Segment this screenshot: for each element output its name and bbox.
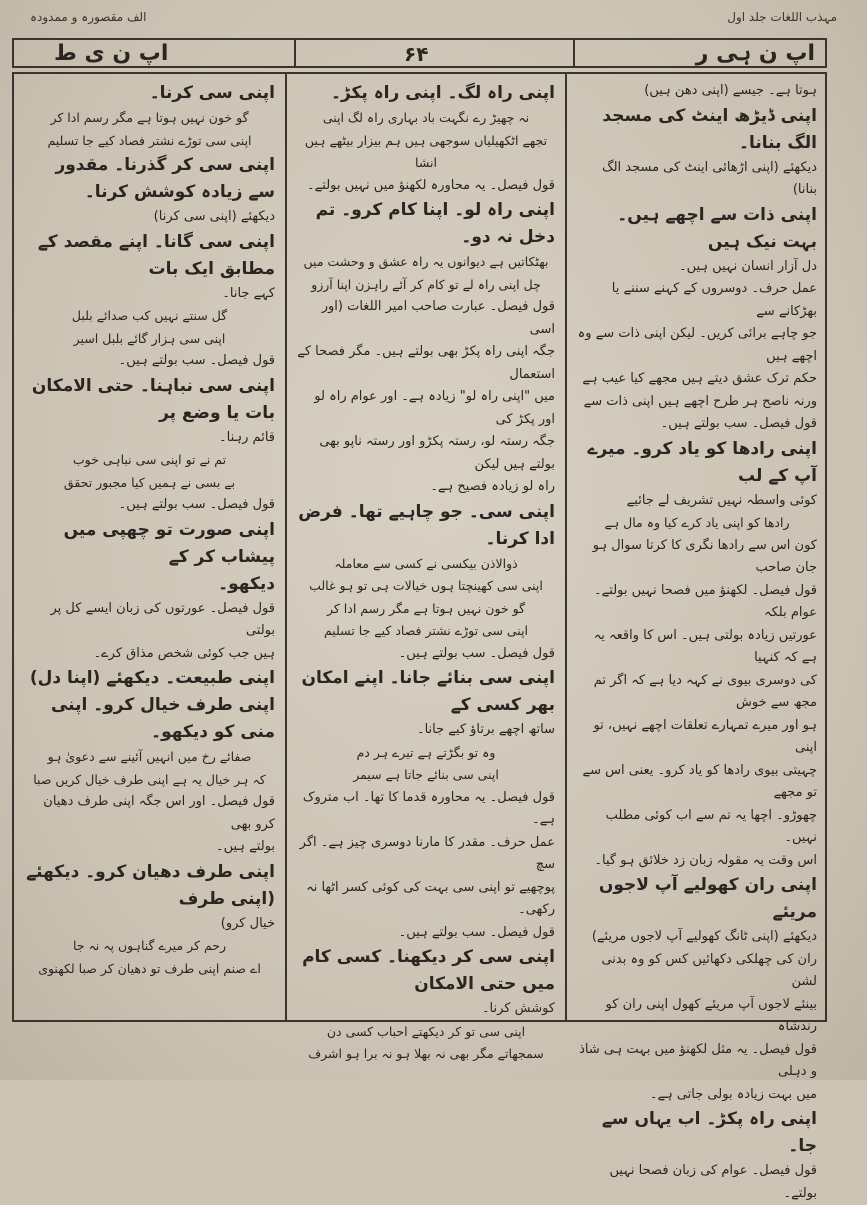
text-line: قول فیصل۔ یہ محاورہ لکھنؤ میں نہیں بولتے۔ [307,177,555,193]
column-rule-left [285,74,287,1020]
verse-line: تجھے اٹکھیلیاں سوجھی ہیں ہم بیزار بیٹھے ہیں انشا [304,132,548,170]
text-line: میں "اپنی راہ لو" زیادہ ہے۔ اور عوام راہ لو اور پکڑ کی [314,389,555,427]
text-line: قول فیصل۔ یہ مثل لکھنؤ میں بہت ہی شاذ و دہلی [579,1041,817,1079]
text-line: ورنہ ناصح ہر طرح اچھے ہیں اپنی ذات سے [583,393,817,409]
text-line: قول فیصل۔ اور اس جگہ اپنی طرف دھیان کرو بھی [43,794,275,832]
text-line: قول فیصل۔ سب بولتے ہیں۔ [118,497,275,512]
text-line: قول فیصل۔ یہ محاورہ قدما کا تھا۔ اب متروک ہے۔ [302,789,555,827]
verse-line: بھٹکاتیں ہے دیوانوں یہ راہ عشق و وحشت میں [303,254,549,269]
verse-line: گو خون نہیں ہوتا ہے مگر رسم ادا کر [50,110,249,125]
text-line: اس وقت یہ مقولہ زبان زد خلائق ہو گیا۔ [594,852,817,868]
verse-line: چل اپنی راہ لے تو کام کر آئے راہزن اپنا آرزو [311,276,541,292]
page-header [12,38,827,68]
text-line: قول فیصل۔ عوام کی زبان فصحا نہیں بولتے۔ [609,1163,817,1201]
verse-line: کہ ہر خیال یہ ہے اپنی طرف خیال کریں صبا [33,771,266,787]
text-line: قول فیصل۔ لکھنؤ میں فصحا نہیں بولتے۔ عوام بلکہ [594,582,817,620]
text-line: حکم ترک عشق دیتے ہیں مجھے کیا عیب ہے [582,371,817,386]
column-left [16,80,283,1014]
entry-headword: اپنی رادھا کو یاد کرو۔ میرے آپ کے لب [587,438,817,486]
column-right [569,80,825,1201]
page-number: ۶۴ [404,42,429,66]
text-line: چھوڑو۔ اچھا یہ تم سے اب کوئی مطلب نہیں۔ [605,807,817,845]
entry-headword: اپنی سی کر دیکھنا۔ کسی کام میں حتی الامکان [302,947,555,994]
entry-headword: اپنی ذات سے اچھے ہیں۔ بہت نیک ہیں [617,204,817,252]
entry-headword: اپنی ران کھولیے آپ لاجوں مریئے [598,875,817,922]
running-head-book-title: مہذب اللغات جلد اول [727,10,837,24]
text-line: عورتیں زیادہ بولتی ہیں۔ اس کا واقعہ یہ ہے کہ کنہیا [593,627,817,665]
verse-line: نہ چھیڑ رے نگہت باد بہاری راہ لگ اپنی [322,110,530,125]
verse-line: بے بسی نے ہمیں کیا مجبور تحقق [63,474,236,490]
text-line: دیکھئے (اپنی اڑھائی اینٹ کی مسجد الگ بنانا) [601,159,817,197]
column-rule-right [565,74,567,1020]
entry-headword: اپنی طرف دھیان کرو۔ دیکھئے (اپنی طرف [26,861,275,909]
text-line: قول فیصل۔ سب بولتے ہیں۔ [118,353,275,368]
text-line: خیال کرو) [220,915,275,931]
verse-line: اپنی سی کھینچتا ہوں خیالات ہی تو ہو غالب [309,578,543,593]
text-line: کی دوسری بیوی نے کہہ دیا ہے کہ اگر تم مجھ سے خوش [593,672,817,710]
text-line: قول فیصل۔ عورتوں کی زبان ایسے کل پر بولتی [50,600,275,638]
verse-line: وہ تو بگڑتے ہے تیرے ہر دم [356,744,496,760]
verse-line: اپنی سی بنائے جاتا ہے سیمر [353,767,499,782]
entry-headword: اپنی سی کر گذرنا۔ مقدور سے زیادہ کوشش کرنا۔ [55,155,275,202]
text-line: چہیتی بیوی رادھا کو یاد کرو۔ یعنی اس سے تو مجھے [582,762,817,800]
text-line: قول فیصل۔ سب بولتے ہیں۔ [398,645,555,661]
columns-frame [12,72,827,1201]
entry-headword: اپنی طبیعت۔ دیکھئے (اپنا دل) [29,668,275,688]
verse-line: اپنی سی توڑے نشتر فصاد کیے جا تسلیم [47,132,252,148]
entry-headword: اپنی راہ لگ۔ اپنی راہ پکڑ۔ [331,83,555,103]
verse-line: تم نے تو اپنی سی نباہی خوب [72,452,227,467]
entry-headword: اپنی ڈیڑھ اینٹ کی مسجد الگ بنانا۔ [602,105,817,153]
text-line: دیکھئے (اپنی ٹانگ کھولیے آپ لاجوں مریئے) [591,929,817,944]
verse-line: اپنی سی ہزار گائے بلبل اسیر [73,330,226,346]
text-line: بینئے لاجوں آپ مریئے کھول اپنی ران کو رندشاہ [605,996,817,1034]
text-line: ہو اور میرے تمہارے تعلقات اچھے نہیں، تو اپنی [593,717,817,755]
text-line: میں بہت زیادہ بولی جاتی ہے۔ [649,1086,817,1102]
verse-line: گل سنتے نہیں کب صدائے بلبل [71,308,228,323]
verse-line: رحم کر میرے گناہوں پہ نہ جا [72,938,227,953]
text-line: دیکھئے (اپنی سی کرنا) [153,209,275,224]
entry-headword: اپنی سی گانا۔ اپنے مقصد کے مطابق ایک بات [37,231,275,279]
text-line: عمل حرف۔ مقدر کا مارنا دوسری چیز ہے۔ اگر سچ [299,834,555,872]
text-line: جگہ اپنی راہ پکڑ بھی بولتے ہیں۔ مگر فصحا کے استعمال [297,344,555,382]
text-line: کہے جانا۔ [222,285,275,301]
entry-headword: دیکھو۔ [218,573,275,594]
entry-headword: اپنی طرف خیال کرو۔ اپنی منی کو دیکھو۔ [50,695,275,742]
text-line: دل آزار انسان نہیں ہیں۔ [679,258,817,274]
text-line: قول فیصل۔ سب بولتے ہیں۔ [398,924,555,940]
verse-line: گو خون نہیں ہوتا ہے مگر رسم ادا کر [326,600,526,616]
text-line: ہوتا ہے۔ جیسے (اپنی دھن ہیں) [644,83,817,98]
text-line: راہ لو زیادہ فصیح ہے۔ [430,479,555,494]
column-middle [289,80,563,1061]
text-line: جگہ رستہ لو، رستہ پکڑو اور رستہ ناپو بھی بولتے ہیں لیکن [319,434,555,472]
header-guide-letters-left: اپ ن ی ط [54,41,169,66]
entry-headword: اپنی صورت تو چھپی میں پیشاب کر کے [63,519,275,567]
running-head [30,6,837,28]
header-divider-left [294,40,296,66]
verse-line: ذوالاذن بیکسی نے کسی سے معاملہ [334,555,518,571]
text-line: کون اس سے رادھا نگری کا کرتا سوال ہو جان صاحب [592,537,817,575]
verse-line: سمجھاتے مگر بھی نہ بھلا ہو نہ برا ہو اشرف [308,1046,544,1061]
verse-line: اپنی سی توڑے نشتر فصاد کیے جا تسلیم [323,623,529,638]
entry-headword: اپنی راہ پکڑ۔ اب یہاں سے جا۔ [601,1109,817,1156]
text-line: کوئی واسطہ نہیں تشریف لے جائیے [626,492,817,508]
entry-headword: اپنی سی کرنا۔ [149,83,275,103]
verse-line: رادھا کو اپنی یاد کرے کیا وہ مال ہے [604,515,790,530]
verse-line: اے صنم اپنی طرف تو دھیان کر صبا لکھنوی [38,960,261,976]
entry-headword: اپنی راہ لو۔ اپنا کام کرو۔ تم دخل نہ دو۔ [315,200,555,247]
entry-headword: اپنی سی نباہنا۔ حتی الامکان بات یا وضع پر [31,375,275,423]
text-line: قول فیصل۔ سب بولتے ہیں۔ [660,416,817,431]
header-divider-right [573,40,575,66]
text-line: ران کی چھلکی دکھائیں کس کو وہ بدنی لشن [601,951,817,989]
text-line: بولتے ہیں۔ [215,839,275,854]
text-line: قائم رہنا۔ [219,429,275,445]
verse-line: اپنی سی تو کر دیکھتے احباب کسی دن [326,1023,526,1039]
running-head-section: الف مقصورہ و ممدودہ [30,10,147,24]
header-guide-letters-right: اپ ن ہی ر [695,41,815,66]
text-line: پوچھیے تو اپنی سی بہت کی کوئی کسر اٹھا نہ رکھی۔ [306,879,555,917]
text-line: جو چاہے برائی کریں۔ لیکن اپنی ذات سے وہ اچھے ہیں [577,326,817,364]
text-line: ساتھ اچھے برتاؤ کیے جانا۔ [416,722,555,737]
text-line: عمل حرف۔ دوسروں کے کہنے سننے یا بھڑکانے سے [611,281,817,319]
entry-headword: اپنی سی۔ جو چاہیے تھا۔ فرض ادا کرنا۔ [298,501,555,549]
verse-line: صفائے رخ میں انہیں آئینے سے دعویٰ ہو [47,749,252,764]
entry-headword: اپنی سی بنائے جانا۔ اپنے امکان بھر کسی کے [301,668,555,715]
text-line: کوشش کرنا۔ [481,1001,555,1016]
text-line: قول فیصل۔ عبارت صاحب امیر اللغات (اور اسی [321,299,555,337]
text-line: ہیں جب کوئی شخص مذاق کرے۔ [93,645,275,661]
